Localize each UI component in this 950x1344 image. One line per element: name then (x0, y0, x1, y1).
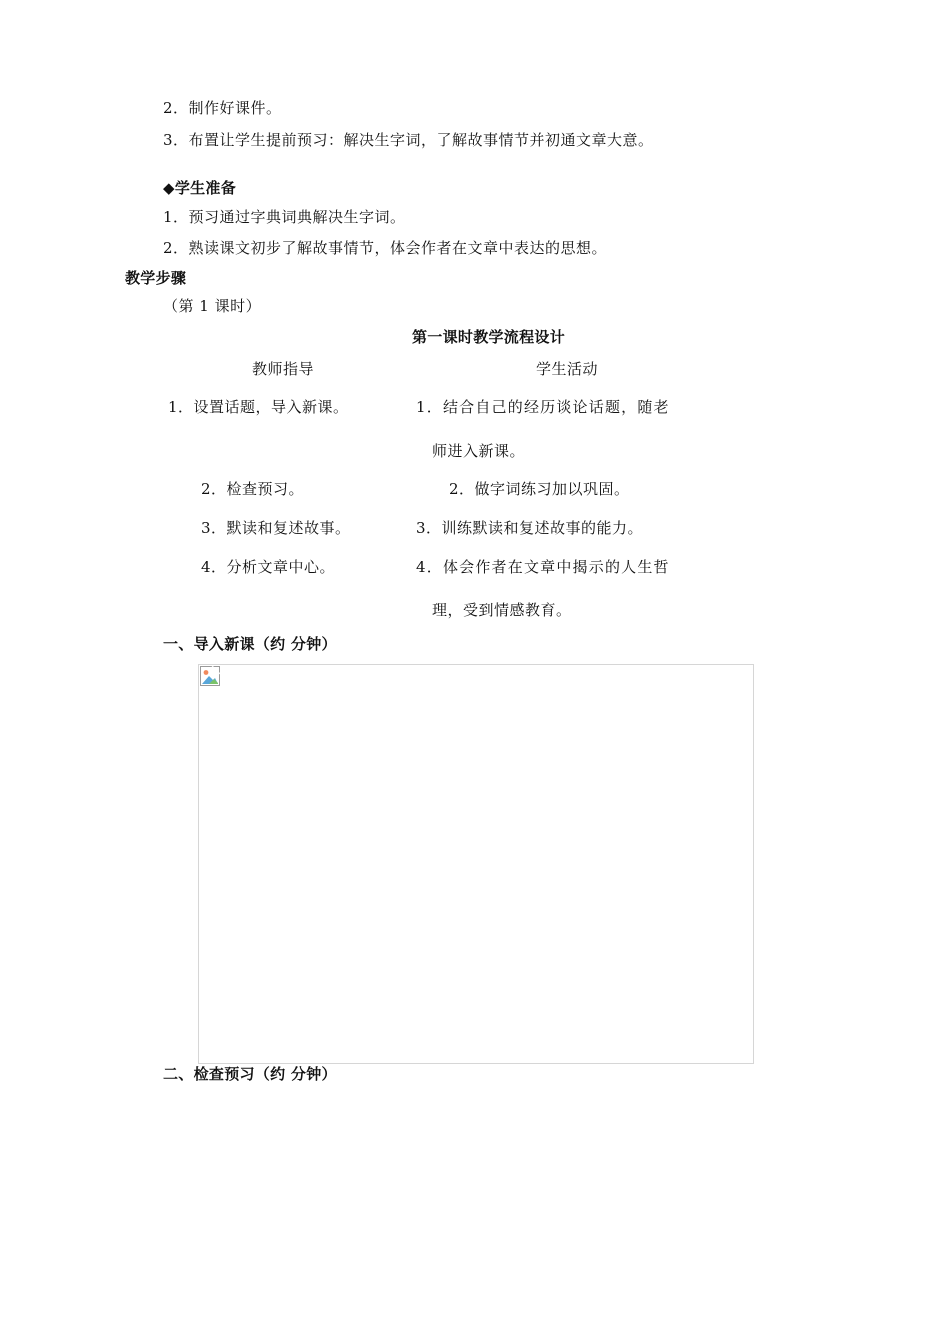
flow-title: 第一课时教学流程设计 (412, 328, 566, 346)
student-step-3: 3．训练默读和复述故事的能力。 (416, 519, 644, 537)
student-step-1: 1．结合自己的经历谈论话题，随老 (416, 398, 670, 416)
student-prep-item-2: 2．熟读课文初步了解故事情节，体会作者在文章中表达的思想。 (163, 239, 608, 257)
teacher-step-3: 3．默读和复述故事。 (201, 519, 351, 537)
col-student-header: 学生活动 (536, 360, 599, 378)
broken-image-icon (199, 665, 221, 687)
steps-heading: 教学步骤 (125, 269, 187, 287)
image-placeholder (198, 664, 754, 1064)
section-2-heading: 二、检查预习（约 分钟） (163, 1065, 337, 1083)
lesson-label: （第 1 课时） (163, 297, 262, 315)
teacher-step-2: 2．检查预习。 (201, 480, 305, 498)
student-step-4: 4．体会作者在文章中揭示的人生哲 (416, 558, 670, 576)
student-step-1-cont: 师进入新课。 (432, 442, 526, 460)
student-step-2: 2．做字词练习加以巩固。 (449, 480, 630, 498)
prep-item-2: 2．制作好课件。 (163, 99, 282, 117)
student-prep-item-1: 1．预习通过字典词典解决生字词。 (163, 208, 406, 226)
teacher-step-1: 1．设置话题，导入新课。 (168, 398, 349, 416)
section-1-heading: 一、导入新课（约 分钟） (163, 635, 337, 653)
teacher-step-4: 4．分析文章中心。 (201, 558, 336, 576)
prep-item-3: 3．布置让学生提前预习：解决生字词，了解故事情节并初通文章大意。 (163, 131, 654, 149)
col-teacher-header: 教师指导 (252, 360, 315, 378)
student-step-4-cont: 理，受到情感教育。 (432, 601, 572, 619)
student-prep-heading: ◆学生准备 (163, 179, 237, 197)
